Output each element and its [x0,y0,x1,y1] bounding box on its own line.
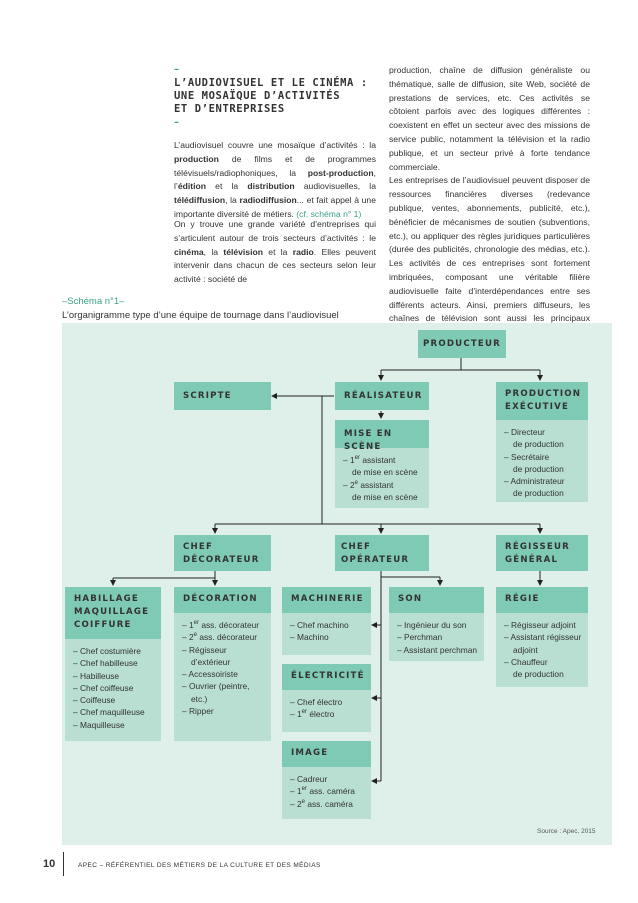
regie-header: RÉGIE [496,587,588,613]
list-item: de mise en scène [352,467,418,478]
regisseur-general-box [496,535,588,571]
decoration-box [174,587,271,741]
article-paragraph-2: On y trouve une grande variété d’entreprises qui s’articulent autour de trois secteurs d’activités : le cinéma, la télévision et la radio. Elles peuvent intervenir dans chacun de ces secteurs selon leur activité : société de [174,219,376,285]
list-item: – Ouvrier (peintre, [182,681,250,692]
chef-decorateur-header-line-1: CHEF [183,542,214,552]
image-header: IMAGE [282,741,371,767]
list-item: – 1er ass. décorateur [182,620,260,630]
list-item: – 1er ass. caméra [290,786,355,797]
list-item: de production [513,439,564,450]
article-title-line-2: UNE MOSAÏQUE D’ACTIVITÉS [174,90,341,102]
list-item: – Secrétaire [504,451,550,462]
footer-text: APEC – RÉFÉRENTIEL DES MÉTIERS DE LA CULTURE ET DES MÉDIAS [78,862,321,869]
list-item: – Chef électro [290,697,343,707]
list-item: – 1er assistant [343,455,396,465]
list-item: – Perchman [397,632,443,643]
image-box [282,741,371,819]
production-executive-list [496,420,588,502]
list-item: – Régisseur [182,644,227,655]
list-item: adjoint [513,644,538,655]
regisseur-general-header-line-1: RÉGISSEUR [505,542,570,552]
producteur-header: PRODUCTEUR [418,330,506,358]
list-item: – Ingénieur du son [397,620,467,630]
regie-list [496,613,588,687]
image-list [282,767,371,819]
list-item: de production [513,669,564,680]
regisseur-general-header-line-2: GÉNÉRAL [505,555,559,565]
list-item: – 2e ass. décorateur [182,632,258,643]
habillage-box [65,587,161,741]
electricite-box [282,664,371,732]
list-item: – Chef coiffeuse [73,682,134,693]
chef-decorateur-header [174,535,271,571]
article-title-line-1: L’AUDIOVISUEL ET LE CINÉMA : [174,77,368,89]
list-item: – Coiffeuse [73,695,116,706]
list-item: etc.) [191,693,208,704]
decoration-list [174,613,271,741]
list-item: – Ripper [182,706,214,717]
list-item: – Assistant régisseur [504,632,582,643]
list-item: – 2e ass. caméra [290,798,353,809]
list-item: – Maquilleuse [73,719,125,730]
mise-en-scene-header: MISE EN SCÈNE [335,420,429,448]
article-paragraph-3: production, chaîne de diffusion généraliste ou thématique, salle de diffusion, site Web, société de prestations de services, etc. Ces activités se côtoient parfois avec des logiques différentes : coexistent en effet un secteur avec des missions de service public, notamment la télévision et la radio publique, et un secteur privé à forte tendance commerciale. Les entreprises de l’audiovisuel peuvent disposer de ressources financières diverses (redevance publique, ventes, abonnements, publicité, etc.), bénéficier de mécanismes de soutien (subventions, etc.), ou appliquer des règles juridiques particulières (durée des publicités, chronologie des médias, etc.). Les activités de ces entreprises sont fortement imbriquées, composant une véritable filière audiovisuelle faite d’interdépendances entre ses différents acteurs. Ainsi, premiers diffuseurs, les chaînes de télévision sont aussi les principaux [389,65,590,324]
list-item: – Chef habilleuse [73,658,138,669]
habillage-header-line-1: HABILLAGE [74,594,139,604]
schema-label: –Schéma n°1– [62,296,125,307]
chef-decorateur-box [174,535,271,571]
realisateur-box [335,382,429,410]
chef-operateur-header: CHEF OPÉRATEUR [335,535,429,571]
realisateur-header: RÉALISATEUR [335,382,429,410]
list-item: – Assistant perchman [397,644,478,655]
habillage-list [65,639,161,741]
producteur-box [418,330,506,358]
schema-subtitle: L’organigramme type d’une équipe de tournage dans l’audiovisuel [62,310,339,321]
machinerie-header: MACHINERIE [282,587,371,613]
habillage-header-line-3: COIFFURE [74,620,132,630]
production-executive-header-line-2: EXÉCUTIVE [505,402,570,412]
regisseur-general-header [496,535,588,571]
list-item: de production [513,488,564,499]
list-item: – Administrateur [504,476,565,487]
list-item: – Habilleuse [73,670,120,681]
electricite-header: ÉLECTRICITÉ [282,664,371,690]
title-dash-bottom: – [174,117,179,128]
footer-divider [63,852,64,876]
list-item: d’extérieur [191,656,231,667]
son-box [389,587,484,661]
schema-source: Source : Apec, 2015 [537,828,596,835]
electricite-list [282,690,371,732]
title-dash-top: – [174,64,179,75]
list-item: – Chauffeur [504,656,548,667]
mise-en-scene-list [335,448,429,508]
chef-operateur-box [335,535,429,571]
list-item: – Régisseur adjoint [504,620,576,630]
list-item: – Chef costumière [73,646,141,656]
mise-en-scene-box [335,420,429,508]
scripte-box [174,382,271,410]
habillage-header-line-2: MAQUILLAGE [74,607,150,617]
son-list [389,613,484,661]
page-number: 10 [43,858,56,870]
production-executive-header-line-1: PRODUCTION [505,389,582,399]
list-item: – Cadreur [290,774,328,784]
regie-box [496,587,588,687]
list-item: de production [513,463,564,474]
son-header: SON [389,587,484,613]
article-title-line-3: ET D’ENTREPRISES [174,103,285,115]
list-item: de mise en scène [352,491,418,502]
decoration-header: DÉCORATION [174,587,271,613]
list-item: – Machino [290,632,329,643]
production-executive-box [496,382,588,502]
chef-decorateur-header-line-2: DÉCORATEUR [183,555,260,565]
habillage-header [65,587,161,639]
list-item: – Accessoiriste [182,669,238,680]
scripte-header: SCRIPTE [174,382,271,410]
production-executive-header [496,382,588,420]
list-item: – 1er électro [290,709,335,720]
list-item: – Chef machino [290,620,349,630]
list-item: – Directeur [504,427,545,437]
machinerie-box [282,587,371,655]
list-item: – Chef maquilleuse [73,707,145,718]
article-paragraph-1: L’audiovisuel couvre une mosaïque d’activités : la production de films et de programmes télévisuels/radiophoniques, la post-production, l’édition et la distribution audiovisuelles, la télédiffusion, la radiodiffusion... et fait appel à une importante diversité de métiers. (cf. schéma n° 1) [174,140,376,219]
machinerie-list [282,613,371,655]
list-item: – 2e assistant [343,479,394,490]
